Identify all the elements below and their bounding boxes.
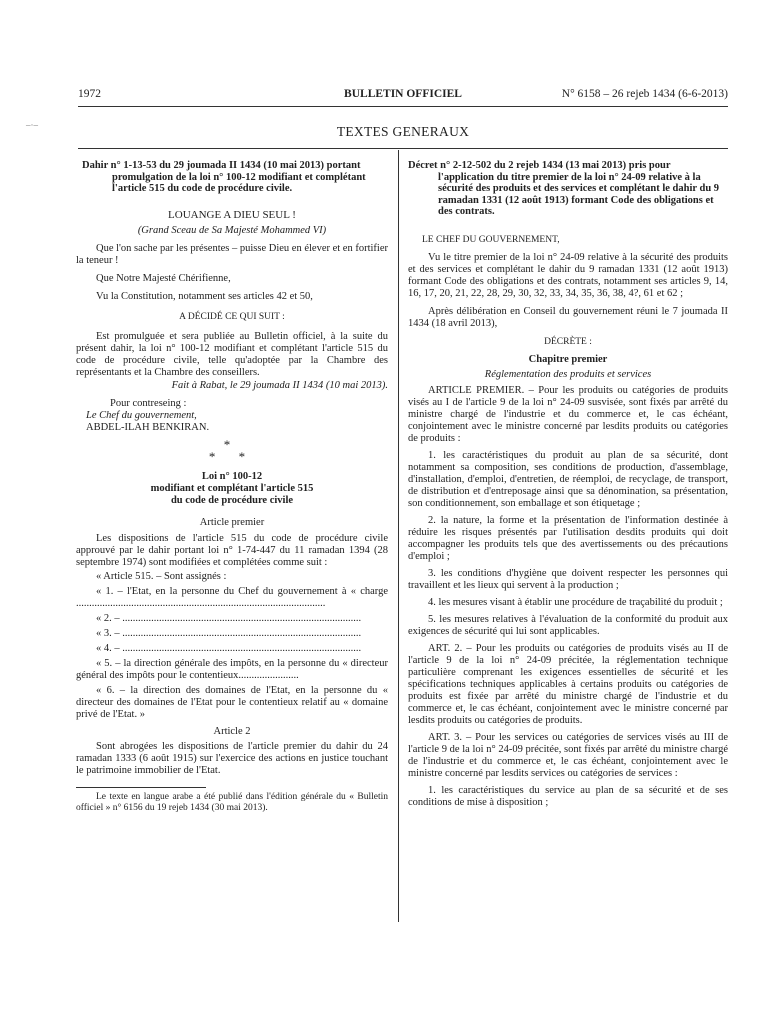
signataire: ABDEL-ILAH BENKIRAN. — [86, 421, 210, 433]
item-1: « 1. – l'Etat, en la personne du Chef du gouvernement à « charge ............................................................................................... — [76, 585, 388, 609]
right-column — [408, 160, 728, 809]
section-rule — [78, 148, 728, 149]
article-premier-text: Les dispositions de l'article 515 du code de procédure civile approuvé par le dahir portant loi n° 1-74-447 du 11 ramadan 1394 (28 septembre 1974) sont modifiées et complétées comme suit : — [76, 532, 388, 568]
grand-sceau: (Grand Sceau de Sa Majesté Mohammed VI) — [137, 224, 327, 236]
apres-deliberation: Après délibération en Conseil du gouvernement réuni le 7 joumada II 1434 (18 avril 2013), — [408, 305, 728, 329]
article-515: « Article 515. – Sont assignés : — [96, 570, 227, 582]
chef-gouvernement: Le Chef du gouvernement, — [86, 409, 197, 421]
article-3: ART. 3. – Pour les services ou catégories de services visés au III de l'article 9 de la loi n° 24-09 précitée, sont fixés par arrêté du ministre chargé de l'industrie et du commerce et, le cas échéant, conjointement avec le ministre concerné par lesdits services ou catégories de services : — [408, 731, 728, 779]
preamble-1: Que l'on sache par les présentes – puisse Dieu en élever et en fortifier la teneur ! — [76, 242, 388, 266]
margin-mark: –·– — [26, 120, 38, 130]
separator-star-2: * * — [208, 448, 256, 464]
publication-title: BULLETIN OFFICIEL — [344, 88, 462, 100]
preamble-3: Vu la Constitution, notamment ses articles 42 et 50, — [96, 290, 313, 302]
preamble-2: Que Notre Majesté Chérifienne, — [96, 272, 231, 284]
footnote: Le texte en langue arabe a été publié dans l'édition générale du « Bulletin officiel » n° 6156 du 19 rejeb 1434 (30 mai 2013). — [76, 791, 388, 813]
section-title: TEXTES GENERAUX — [336, 124, 470, 139]
louange: LOUANGE A DIEU SEUL ! — [168, 208, 296, 221]
a-decide: A DÉCIDÉ CE QUI SUIT : — [179, 311, 285, 322]
item-2: 2. la nature, la forme et la présentation de l'information destinée à réduire les risques présentés par l'utilisation desdits produits qui doit accompagner les produits tels que des avertissements ou des précautions d'emploi ; — [408, 514, 728, 562]
article-2-text: Sont abrogées les dispositions de l'article premier du dahir du 24 ramadan 1333 (6 août 1915) sur l'exercice des actions en justice touchant le patrimoine immobilier de l'Etat. — [76, 740, 388, 776]
contreseing: Pour contreseing : — [110, 397, 187, 409]
chef-du-gouvernement: LE CHEF DU GOUVERNEMENT, — [422, 234, 560, 245]
article-2-heading: Article 2 — [213, 725, 251, 737]
item-3: « 3. – ........................................................................................... — [96, 627, 362, 639]
footnote-rule — [76, 787, 206, 788]
loi-title-2: modifiant et complétant l'article 515 — [150, 482, 314, 494]
separator-star-1: * — [223, 436, 241, 452]
issue-number: N° 6158 – 26 rejeb 1434 (6-6-2013) — [561, 88, 728, 100]
item-4: 4. les mesures visant à établir une procédure de traçabilité du produit ; — [428, 596, 723, 608]
header-rule — [78, 106, 728, 107]
decret-title: Décret n° 2-12-502 du 2 rejeb 1434 (13 mai 2013) pris pour l'application du titre premier de la loi n° 24-09 relative à la sécurité des produits et des services et complétant le dahir du 9 ramadan 1331 (12 août 1913) formant Code des obligations et des contrats. — [408, 160, 720, 217]
item-5: « 5. – la direction générale des impôts, en la personne du « directeur général des impôts pour le contentieux....................... — [76, 657, 388, 681]
loi-title-1: Loi n° 100-12 — [201, 470, 263, 482]
article-premier: ARTICLE PREMIER. – Pour les produits ou catégories de produits visés au I de l'article 9 de la loi n° 24-09 susvisée, sont fixés par arrêté du ministre chargé de l'industrie et du commerce et, le cas échéant, conjointement avec le ministre concerné par lesdits produits ou catégories de produits : — [408, 384, 728, 444]
decrete: DÉCRÈTE : — [544, 336, 592, 347]
item-1: 1. les caractéristiques du produit au plan de sa sécurité, dont notamment sa composition, ses conditions de production, d'assemblage, d'installation, d'emploi, d'entretien, de réemploi, de recyclage, de transport, de distribution et d'entreposage ainsi que sa dénomination, sa présentation, son conditionnement, son emballage et son étiquetage ; — [408, 449, 728, 509]
loi-title-3: du code de procédure civile — [170, 494, 294, 506]
article-premier-heading: Article premier — [199, 516, 265, 528]
dahir-title: Dahir n° 1-13-53 du 29 joumada II 1434 (10 mai 2013) portant promulgation de la loi n° 100-12 modifiant et complétant l'article 515 du code de procédure civile. — [82, 160, 366, 194]
item-5: 5. les mesures relatives à l'évaluation de la conformité du produit aux exigences de sécurité qui lui sont applicables. — [408, 613, 728, 637]
chapitre-subtitle: Réglementation des produits et services — [484, 368, 652, 380]
fait-a-rabat: Fait à Rabat, le 29 joumada II 1434 (10 mai 2013). — [171, 379, 388, 391]
item-6: « 6. – la direction des domaines de l'Etat, en la personne du « directeur des domaines de l'Etat pour le contentieux relatif au « domaine privé de l'Etat. » — [76, 684, 388, 720]
item-3: 3. les conditions d'hygiène que doivent respecter les personnes qui travaillent et les lieux qui servent à la production ; — [408, 567, 728, 591]
chapitre-premier: Chapitre premier — [528, 353, 608, 365]
column-divider — [398, 150, 399, 922]
page-header — [78, 88, 728, 104]
item-2: « 2. – ........................................................................................... — [96, 612, 362, 624]
article-2: ART. 2. – Pour les produits ou catégories de produits visés au II de l'article 9 de la loi n° 24-09 précitée, la réglementation technique particulière comprenant les exigences essentielles de sécurité et les spécifications techniques applicables à certains produits ou catégories de produits est fixée par arrêté du ministre chargé de l'industrie et du commerce et, le cas échéant, conjointement avec le ministre concerné par lesdits produits ou catégories de produits. — [408, 642, 728, 726]
item-4: « 4. – ........................................................................................... — [96, 642, 362, 654]
page-number: 1972 — [78, 88, 101, 100]
left-column — [76, 160, 388, 814]
item-6: 1. les caractéristiques du service au plan de sa sécurité et de ses conditions de mise à disposition ; — [408, 784, 728, 808]
promulgation-text: Est promulguée et sera publiée au Bulletin officiel, à la suite du présent dahir, la loi n° 100-12 modifiant et complétant l'article 515 du code de procédure civile, telle qu'adoptée par la Chambre des représentants et la Chambre des conseillers. — [76, 330, 388, 378]
vu-clause: Vu le titre premier de la loi n° 24-09 relative à la sécurité des produits et des services et complétant le dahir du 9 ramadan 1331 (12 août 1913) formant Code des obligations et des contrats, notamment ses articles 9, 14, 16, 17, 20, 21, 22, 28, 29, 30, 32, 33, 34, 35, 36, 38, 4?, 61 et 62 ; — [408, 251, 728, 299]
